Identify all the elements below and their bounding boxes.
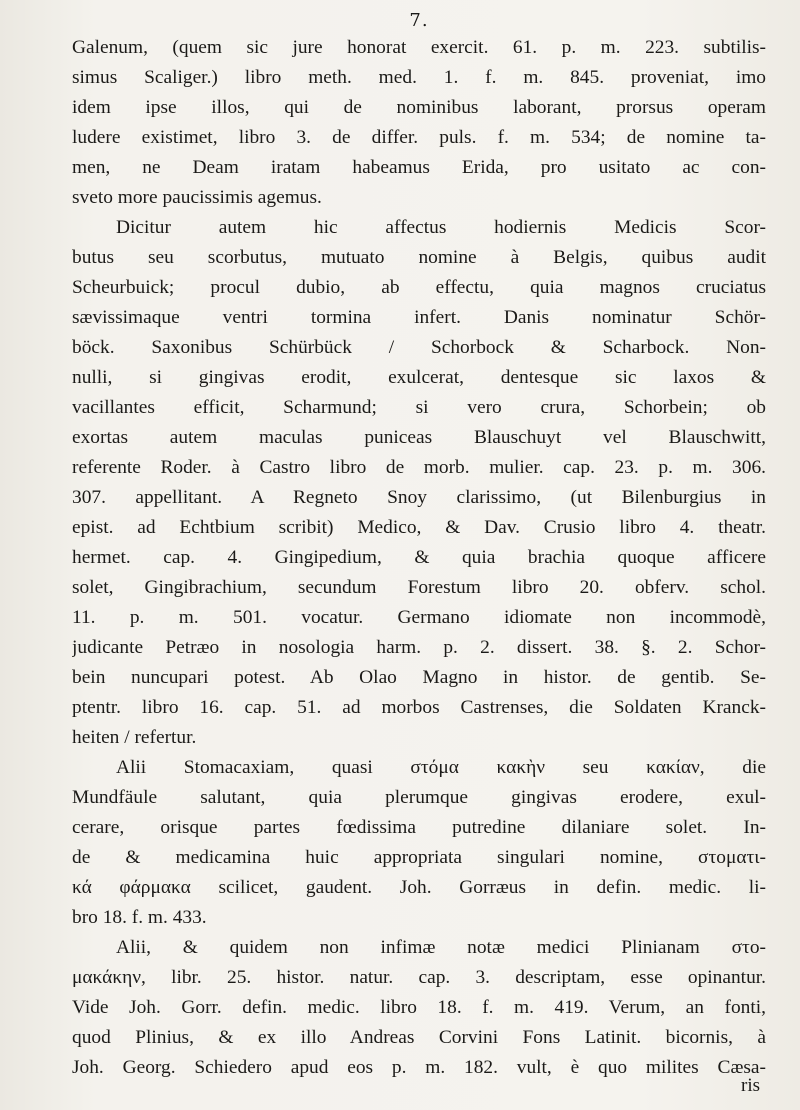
text-line: referente Roder. à Castro libro de morb. mulier. cap. 23. p. m. 306. xyxy=(72,457,766,478)
text-line: Joh. Georg. Schiedero apud eos p. m. 182. vult, è quo milites Cæsa- xyxy=(72,1057,766,1078)
text-line: Scheurbuick; procul dubio, ab effectu, quia magnos cruciatus xyxy=(72,277,766,298)
text-line: de & medicamina huic appropriata singulari nomine, στοματι- xyxy=(72,847,766,868)
catchword: ris xyxy=(741,1075,760,1096)
text-line: μακάκην, libr. 25. histor. natur. cap. 3. descriptam, esse opinantur. xyxy=(72,967,766,988)
text-line: quod Plinius, & ex illo Andreas Corvini Fons Latinit. bicornis, à xyxy=(72,1027,766,1048)
text-line: heiten / refertur. xyxy=(72,727,197,748)
text-line: ptentr. libro 16. cap. 51. ad morbos Castrenses, die Soldaten Kranck- xyxy=(72,697,766,718)
text-line: ludere existimet, libro 3. de differ. puls. f. m. 534; de nomine ta- xyxy=(72,127,766,148)
text-line: Vide Joh. Gorr. defin. medic. libro 18. f. m. 419. Verum, an fonti, xyxy=(72,997,766,1018)
text-line: judicante Petræo in nosologia harm. p. 2. dissert. 38. §. 2. Schor- xyxy=(72,637,766,658)
text-line: bro 18. f. m. 433. xyxy=(72,907,207,928)
text-line: hermet. cap. 4. Gingipedium, & quia brachia quoque afficere xyxy=(72,547,766,568)
text-line: 11. p. m. 501. vocatur. Germano idiomate non incommodè, xyxy=(72,607,766,628)
folio-number: 7. xyxy=(409,10,429,31)
text-line: sveto more paucissimis agemus. xyxy=(72,187,322,208)
text-line: men, ne Deam iratam habeamus Erida, pro usitato ac con- xyxy=(72,157,766,178)
text-line: bein nuncupari potest. Ab Olao Magno in histor. de gentib. Se- xyxy=(72,667,766,688)
text-line: sævissimaque ventri tormina infert. Danis nominatur Schör- xyxy=(72,307,766,328)
text-line: vacillantes efficit, Scharmund; si vero crura, Schorbein; ob xyxy=(72,397,766,418)
text-line: Alii Stomacaxiam, quasi στόμα κακὴν seu κακίαν, die xyxy=(116,757,766,778)
text-line: exortas autem maculas puniceas Blauschuyt vel Blauschwitt, xyxy=(72,427,766,448)
text-line: nulli, si gingivas erodit, exulcerat, dentesque sic laxos & xyxy=(72,367,766,388)
text-line: 307. appellitant. A Regneto Snoy clarissimo, (ut Bilenburgius in xyxy=(72,487,766,508)
text-line: böck. Saxonibus Schürbück / Schorbock & Scharbock. Non- xyxy=(72,337,766,358)
text-line: epist. ad Echtbium scribit) Medico, & Dav. Crusio libro 4. theatr. xyxy=(72,517,766,538)
text-line: Mundfäule salutant, quia plerumque gingivas erodere, exul- xyxy=(72,787,766,808)
text-line: Galenum, (quem sic jure honorat exercit. 61. p. m. 223. subtilis- xyxy=(72,37,766,58)
text-line: idem ipse illos, qui de nominibus laborant, prorsus operam xyxy=(72,97,766,118)
text-block xyxy=(72,33,766,1083)
text-line: simus Scaliger.) libro meth. med. 1. f. m. 845. proveniat, imo xyxy=(72,67,766,88)
text-line: butus seu scorbutus, mutuato nomine à Belgis, quibus audit xyxy=(72,247,766,268)
text-line: solet, Gingibrachium, secundum Forestum libro 20. obferv. schol. xyxy=(72,577,766,598)
text-line: Dicitur autem hic affectus hodiernis Medicis Scor- xyxy=(116,217,766,238)
text-line: Alii, & quidem non infimæ notæ medici Plinianam στο- xyxy=(116,937,766,958)
text-line: cerare, orisque partes fœdissima putredine dilaniare solet. In- xyxy=(72,817,766,838)
text-line: κά φάρμακα scilicet, gaudent. Joh. Gorræus in defin. medic. li- xyxy=(72,877,766,898)
